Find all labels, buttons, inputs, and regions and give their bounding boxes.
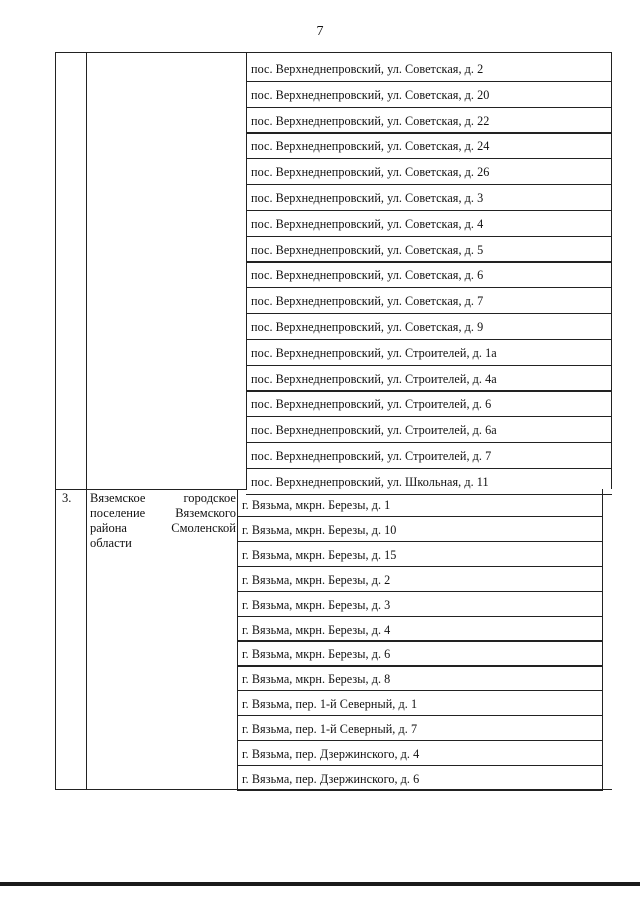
address-cell: пос. Верхнеднепровский, ул. Советская, д. 26 — [251, 165, 490, 180]
address-cell: пос. Верхнеднепровский, ул. Советская, д. 9 — [251, 320, 484, 334]
address-cell: пос. Верхнеднепровский, ул. Советская, д. 7 — [251, 294, 484, 309]
address-cell: пос. Верхнеднепровский, ул. Школьная, д. 11 — [251, 474, 489, 489]
row-border — [246, 81, 612, 82]
row-border — [246, 365, 612, 366]
row-border — [246, 210, 612, 211]
address-cell: пос. Верхнеднепровский, ул. Советская, д. 4 — [251, 216, 484, 231]
row-border — [237, 640, 603, 641]
settlement-name: Вяземское городское поселение Вяземского района Смоленской области — [90, 491, 236, 550]
row-number-3: 3. — [62, 491, 72, 505]
address-cell: пос. Верхнеднепровский, ул. Советская, д. 5 — [251, 242, 484, 257]
address-cell: пос. Верхнеднепровский, ул. Советская, д. 20 — [251, 87, 490, 102]
address-cell: г. Вязьма, мкрн. Березы, д. 2 — [242, 572, 391, 587]
row-border — [246, 339, 612, 340]
row-border — [237, 665, 603, 666]
address-cell: г. Вязьма, пер. 1-й Северный, д. 1 — [242, 697, 418, 712]
address-cell: пос. Верхнеднепровский, ул. Строителей, д. 6 — [251, 397, 492, 412]
right-border-upper — [611, 52, 612, 489]
address-cell: пос. Верхнеднепровский, ул. Советская, д. 24 — [251, 139, 490, 154]
address-cell: пос. Верхнеднепровский, ул. Советская, д. 22 — [251, 113, 490, 128]
address-cell: г. Вязьма, мкрн. Березы, д. 15 — [242, 547, 397, 562]
address-cell: г. Вязьма, мкрн. Березы, д. 6 — [242, 647, 391, 662]
address-cell: пос. Верхнеднепровский, ул. Строителей, д. 7 — [251, 449, 492, 463]
row-border — [237, 516, 603, 517]
address-cell: пос. Верхнеднепровский, ул. Строителей, д. 1а — [251, 345, 497, 360]
row-border — [237, 591, 603, 592]
row-border — [246, 158, 612, 159]
address-cell: г. Вязьма, мкрн. Березы, д. 1 — [242, 498, 391, 512]
address-cell: г. Вязьма, пер. Дзержинского, д. 4 — [242, 747, 420, 761]
page-number: 7 — [316, 24, 324, 39]
table-top-border — [55, 52, 612, 53]
row-border — [246, 313, 612, 314]
address-cell: пос. Верхнеднепровский, ул. Советская, д. 3 — [251, 191, 484, 205]
row-border — [246, 442, 612, 443]
row-border — [246, 390, 612, 391]
address-cell: г. Вязьма, мкрн. Березы, д. 4 — [242, 622, 391, 637]
row-border — [237, 690, 603, 691]
address-cell: пос. Верхнеднепровский, ул. Советская, д. 6 — [251, 268, 484, 283]
address-cell: г. Вязьма, мкрн. Березы, д. 3 — [242, 597, 391, 612]
row-border — [246, 416, 612, 417]
address-cell: пос. Верхнеднепровский, ул. Советская, д. 2 — [251, 62, 484, 76]
row-border — [237, 740, 603, 741]
row-border — [237, 790, 603, 791]
row-border — [246, 494, 612, 495]
address-cell: г. Вязьма, пер. Дзержинского, д. 6 — [242, 771, 420, 786]
address-cell: г. Вязьма, пер. 1-й Северный, д. 7 — [242, 722, 418, 737]
scan-footer-bar — [0, 882, 640, 886]
row-border — [237, 541, 603, 542]
address-cell: г. Вязьма, мкрн. Березы, д. 8 — [242, 672, 391, 687]
row-border — [246, 468, 612, 469]
address-cell: г. Вязьма, мкрн. Березы, д. 10 — [242, 522, 397, 537]
row-border — [237, 765, 603, 766]
row-border — [246, 261, 612, 262]
col-divider-1 — [86, 52, 87, 790]
col-divider-2-upper — [246, 52, 247, 489]
row-border — [246, 184, 612, 185]
row-border — [246, 236, 612, 237]
row-border — [237, 715, 603, 716]
row-border — [237, 566, 603, 567]
row-border — [246, 107, 612, 108]
row-border — [246, 132, 612, 133]
address-cell: пос. Верхнеднепровский, ул. Строителей, д. 4а — [251, 371, 497, 386]
address-cell: пос. Верхнеднепровский, ул. Строителей, д. 6а — [251, 423, 497, 438]
row-border — [246, 287, 612, 288]
row-border — [237, 616, 603, 617]
